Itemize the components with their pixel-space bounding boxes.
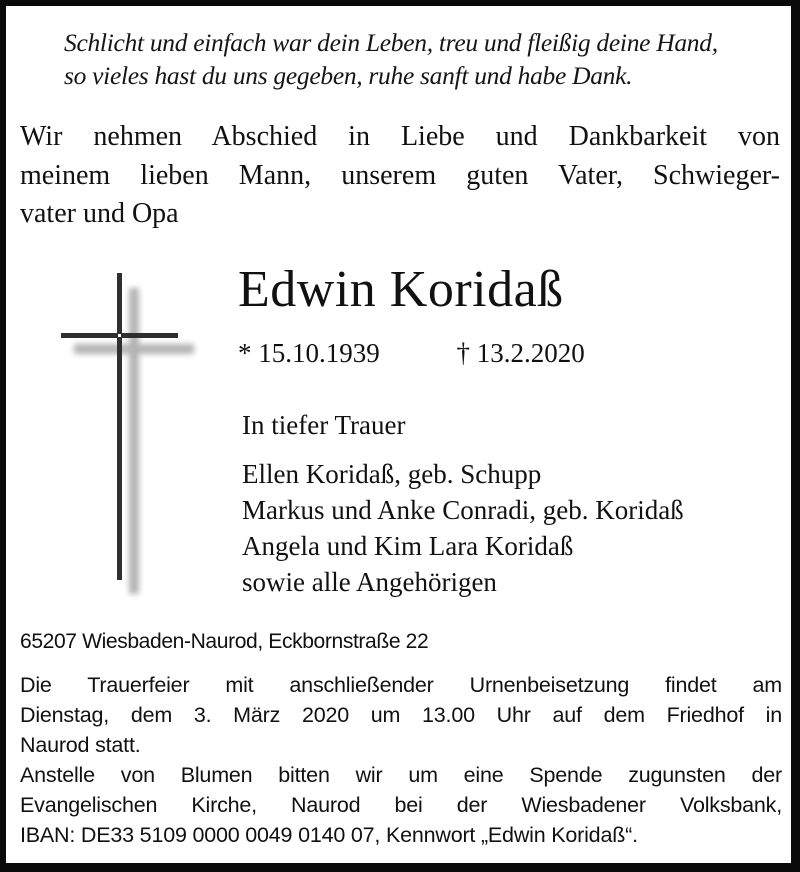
deceased-name: Edwin Koridaß (238, 261, 564, 318)
details-line: Die Trauerfeier mit anschließender Urnenbeisetzung findet am (20, 673, 782, 697)
family-address: 65207 Wiesbaden-Naurod, Eckbornstraße 22 (20, 629, 429, 653)
funeral-details (20, 670, 782, 850)
motto-line: Schlicht und einfach war dein Leben, treu und fleißig deine Hand, (64, 28, 718, 57)
intro-line: meinem lieben Mann, unserem guten Vater, Schwieger- (20, 159, 780, 191)
life-dates (238, 336, 585, 370)
mourner: sowie alle Angehörigen (242, 567, 497, 597)
birth-date: * 15.10.1939 (238, 338, 380, 368)
details-line: Evangelischen Kirche, Naurod bei der Wiesbadener Volksbank, (20, 793, 782, 817)
death-date: † 13.2.2020 (456, 338, 585, 368)
details-line: Dienstag, dem 3. März 2020 um 13.00 Uhr auf dem Friedhof in (20, 703, 782, 727)
mourner: Ellen Koridaß, geb. Schupp (242, 459, 542, 489)
details-line: Naurod statt. (20, 733, 141, 757)
mourners-list (242, 456, 684, 600)
intro-line: vater und Opa (20, 198, 179, 229)
intro-line: Wir nehmen Abschied in Liebe und Dankbarkeit von (20, 121, 780, 152)
mourner: Markus und Anke Conradi, geb. Koridaß (242, 495, 684, 525)
cross-bar-vertical (117, 273, 122, 580)
cross-center-highlight (118, 334, 121, 337)
mourner: Angela und Kim Lara Koridaß (242, 531, 574, 561)
intro-text (20, 118, 780, 234)
mourning-title: In tiefer Trauer (242, 410, 406, 440)
details-line: IBAN: DE33 5109 0000 0049 0140 07, Kennwort „Edwin Koridaß“. (20, 823, 638, 847)
motto-verse (64, 26, 718, 92)
details-line: Anstelle von Blumen bitten wir um eine Spende zugunsten der (20, 763, 782, 787)
cross-shadow-horizontal (74, 344, 194, 354)
motto-line: so vieles hast du uns gegeben, ruhe sanft und habe Dank. (64, 61, 633, 90)
